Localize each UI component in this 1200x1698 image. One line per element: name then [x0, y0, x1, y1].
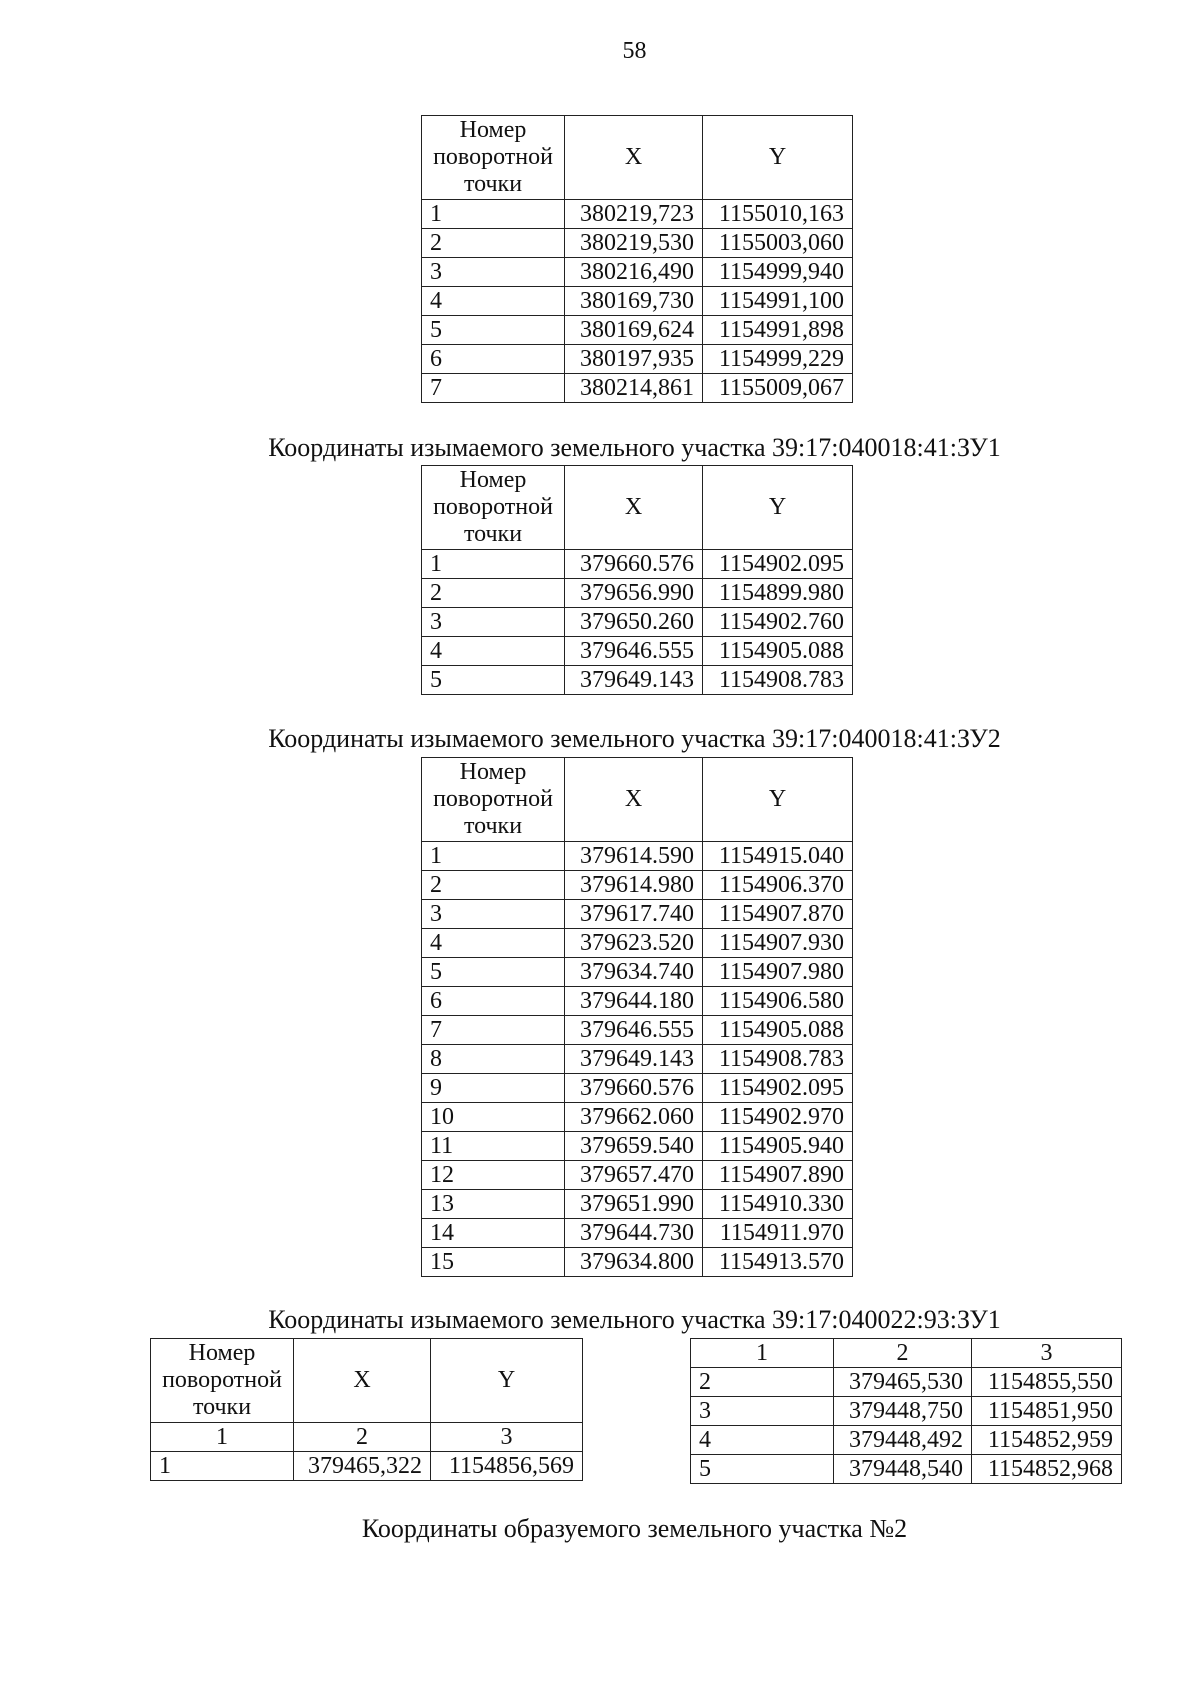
- y-coordinate-cell: 1154907.930: [703, 929, 853, 958]
- y-coordinate-cell: 1154855,550: [972, 1368, 1122, 1397]
- x-coordinate-cell: 379660.576: [565, 550, 703, 579]
- table-row: [422, 345, 853, 374]
- y-coordinate-cell: 1154905.088: [703, 1016, 853, 1045]
- y-column-header: Y: [703, 758, 853, 842]
- y-coordinate-cell: 1154913.570: [703, 1248, 853, 1277]
- x-coordinate-cell: 379614.590: [565, 842, 703, 871]
- table-row: [422, 1190, 853, 1219]
- column-index-cell: 2: [294, 1423, 431, 1452]
- y-coordinate-cell: 1154902.970: [703, 1103, 853, 1132]
- page-number: 58: [622, 38, 647, 64]
- y-coordinate-cell: 1154911.970: [703, 1219, 853, 1248]
- table-row: [422, 1074, 853, 1103]
- y-coordinate-cell: 1154856,569: [431, 1452, 583, 1481]
- table-row: [422, 579, 853, 608]
- point-number-header-line: точки: [463, 813, 523, 839]
- y-coordinate-cell: 1154910.330: [703, 1190, 853, 1219]
- column-index-cell: 2: [834, 1339, 972, 1368]
- column-index-row: [151, 1423, 583, 1452]
- y-coordinate-cell: 1154905.088: [703, 637, 853, 666]
- x-coordinate-cell: 379617.740: [565, 900, 703, 929]
- x-coordinate-cell: 379465,322: [294, 1452, 431, 1481]
- point-number-cell: 1: [151, 1452, 294, 1481]
- point-number-cell: 4: [422, 637, 565, 666]
- y-coordinate-cell: 1154991,100: [703, 287, 853, 316]
- table-row: [422, 1132, 853, 1161]
- point-number-cell: 6: [422, 345, 565, 374]
- point-number-cell: 9: [422, 1074, 565, 1103]
- x-coordinate-cell: 379614.980: [565, 871, 703, 900]
- x-coordinate-cell: 379649.143: [565, 666, 703, 695]
- coordinates-table-3: [421, 757, 853, 1277]
- point-number-cell: 5: [422, 316, 565, 345]
- table-row: [422, 1219, 853, 1248]
- x-coordinate-cell: 380219,530: [565, 229, 703, 258]
- table-row: [422, 550, 853, 579]
- column-index-cell: 3: [431, 1423, 583, 1452]
- x-coordinate-cell: 380214,861: [565, 374, 703, 403]
- table-row: [422, 316, 853, 345]
- table-row: [691, 1426, 1122, 1455]
- table-row: [691, 1397, 1122, 1426]
- x-coordinate-cell: 379650.260: [565, 608, 703, 637]
- table-4-right-body: [691, 1339, 1122, 1484]
- point-number-header: [422, 758, 565, 842]
- y-coordinate-cell: 1154915.040: [703, 842, 853, 871]
- column-index-row: [691, 1339, 1122, 1368]
- x-coordinate-cell: 379465,530: [834, 1368, 972, 1397]
- coordinates-table-4-right: [690, 1338, 1122, 1484]
- x-coordinate-cell: 379448,492: [834, 1426, 972, 1455]
- point-number-cell: 14: [422, 1219, 565, 1248]
- table-row: [422, 1248, 853, 1277]
- point-number-cell: 8: [422, 1045, 565, 1074]
- table-4-heading: Координаты изымаемого земельного участка 39:17:040022:93:ЗУ1: [268, 1305, 1001, 1334]
- table-row: [422, 987, 853, 1016]
- point-number-header-line: поворотной: [433, 144, 553, 170]
- x-coordinate-cell: 379448,750: [834, 1397, 972, 1426]
- table-row: [691, 1455, 1122, 1484]
- y-coordinate-cell: 1154991,898: [703, 316, 853, 345]
- point-number-cell: 12: [422, 1161, 565, 1190]
- point-number-cell: 1: [422, 200, 565, 229]
- x-coordinate-cell: 379657.470: [565, 1161, 703, 1190]
- point-number-cell: 15: [422, 1248, 565, 1277]
- x-coordinate-cell: 379634.740: [565, 958, 703, 987]
- footer-heading: Координаты образуемого земельного участка №2: [361, 1514, 908, 1543]
- header-row: [422, 758, 853, 842]
- y-coordinate-cell: 1154908.783: [703, 1045, 853, 1074]
- point-number-cell: 5: [422, 666, 565, 695]
- point-number-cell: 2: [422, 871, 565, 900]
- x-coordinate-cell: 380169,624: [565, 316, 703, 345]
- point-number-cell: 2: [691, 1368, 834, 1397]
- y-coordinate-cell: 1154851,950: [972, 1397, 1122, 1426]
- table-row: [422, 666, 853, 695]
- point-number-cell: 3: [422, 900, 565, 929]
- y-coordinate-cell: 1155010,163: [703, 200, 853, 229]
- y-coordinate-cell: 1154907.980: [703, 958, 853, 987]
- y-coordinate-cell: 1154908.783: [703, 666, 853, 695]
- y-coordinate-cell: 1154905.940: [703, 1132, 853, 1161]
- table-row: [422, 958, 853, 987]
- x-column-header: X: [565, 758, 703, 842]
- y-coordinate-cell: 1154902.095: [703, 1074, 853, 1103]
- x-coordinate-cell: 379646.555: [565, 1016, 703, 1045]
- table-row: [422, 287, 853, 316]
- coordinates-table-1: [421, 115, 853, 403]
- point-number-header: [422, 466, 565, 550]
- coordinates-table-4-left: [150, 1338, 583, 1481]
- y-coordinate-cell: 1154902.760: [703, 608, 853, 637]
- column-index-cell: 1: [151, 1423, 294, 1452]
- x-coordinate-cell: 379646.555: [565, 637, 703, 666]
- table-row: [422, 637, 853, 666]
- point-number-header-line: поворотной: [433, 494, 553, 520]
- table-3-heading: Координаты изымаемого земельного участка 39:17:040018:41:ЗУ2: [268, 724, 1001, 753]
- x-column-header: X: [294, 1339, 431, 1423]
- y-coordinate-cell: 1154906.370: [703, 871, 853, 900]
- point-number-cell: 4: [422, 287, 565, 316]
- y-coordinate-cell: 1154902.095: [703, 550, 853, 579]
- point-number-cell: 7: [422, 1016, 565, 1045]
- x-coordinate-cell: 379659.540: [565, 1132, 703, 1161]
- point-number-cell: 7: [422, 374, 565, 403]
- point-number-cell: 2: [422, 229, 565, 258]
- table-row: [422, 900, 853, 929]
- point-number-cell: 4: [422, 929, 565, 958]
- header-row: [151, 1339, 583, 1423]
- point-number-header: [422, 116, 565, 200]
- point-number-cell: 5: [422, 958, 565, 987]
- y-coordinate-cell: 1154907.870: [703, 900, 853, 929]
- column-index-cell: 1: [691, 1339, 834, 1368]
- point-number-cell: 1: [422, 842, 565, 871]
- x-coordinate-cell: 379644.180: [565, 987, 703, 1016]
- point-number-cell: 11: [422, 1132, 565, 1161]
- x-coordinate-cell: 380169,730: [565, 287, 703, 316]
- y-coordinate-cell: 1155003,060: [703, 229, 853, 258]
- y-coordinate-cell: 1154907.890: [703, 1161, 853, 1190]
- point-number-cell: 13: [422, 1190, 565, 1219]
- table-row: [422, 229, 853, 258]
- x-coordinate-cell: 379649.143: [565, 1045, 703, 1074]
- table-row: [422, 871, 853, 900]
- x-coordinate-cell: 379662.060: [565, 1103, 703, 1132]
- point-number-cell: 3: [691, 1397, 834, 1426]
- point-number-cell: 6: [422, 987, 565, 1016]
- table-2-heading: Координаты изымаемого земельного участка 39:17:040018:41:ЗУ1: [268, 433, 1001, 462]
- point-number-cell: 1: [422, 550, 565, 579]
- y-coordinate-cell: 1154899.980: [703, 579, 853, 608]
- table-4-left-body: [151, 1339, 583, 1481]
- point-number-header-line: Номер: [188, 1340, 256, 1366]
- point-number-header-line: Номер: [459, 467, 527, 493]
- column-index-cell: 3: [972, 1339, 1122, 1368]
- x-coordinate-cell: 379656.990: [565, 579, 703, 608]
- y-coordinate-cell: 1154999,940: [703, 258, 853, 287]
- x-coordinate-cell: 379660.576: [565, 1074, 703, 1103]
- point-number-cell: 2: [422, 579, 565, 608]
- point-number-header-line: точки: [192, 1394, 252, 1420]
- table-row: [422, 608, 853, 637]
- header-row: [422, 116, 853, 200]
- table-row: [422, 1103, 853, 1132]
- point-number-header-line: поворотной: [162, 1367, 282, 1393]
- table-row: [422, 1161, 853, 1190]
- table-2-body: [422, 466, 853, 695]
- y-coordinate-cell: 1154906.580: [703, 987, 853, 1016]
- header-row: [422, 466, 853, 550]
- table-row: [422, 200, 853, 229]
- x-coordinate-cell: 379623.520: [565, 929, 703, 958]
- table-row: [691, 1368, 1122, 1397]
- point-number-cell: 3: [422, 258, 565, 287]
- table-row: [422, 929, 853, 958]
- point-number-header-line: точки: [463, 171, 523, 197]
- point-number-header-line: Номер: [459, 117, 527, 143]
- x-coordinate-cell: 379651.990: [565, 1190, 703, 1219]
- table-row: [151, 1452, 583, 1481]
- y-coordinate-cell: 1154999,229: [703, 345, 853, 374]
- x-coordinate-cell: 379634.800: [565, 1248, 703, 1277]
- point-number-cell: 10: [422, 1103, 565, 1132]
- y-coordinate-cell: 1155009,067: [703, 374, 853, 403]
- table-3-body: [422, 758, 853, 1277]
- table-row: [422, 1045, 853, 1074]
- x-coordinate-cell: 380216,490: [565, 258, 703, 287]
- y-coordinate-cell: 1154852,968: [972, 1455, 1122, 1484]
- point-number-cell: 3: [422, 608, 565, 637]
- point-number-cell: 4: [691, 1426, 834, 1455]
- y-column-header: Y: [431, 1339, 583, 1423]
- table-row: [422, 842, 853, 871]
- x-column-header: X: [565, 116, 703, 200]
- point-number-header-line: Номер: [459, 759, 527, 785]
- table-row: [422, 1016, 853, 1045]
- y-column-header: Y: [703, 466, 853, 550]
- x-coordinate-cell: 379448,540: [834, 1455, 972, 1484]
- x-column-header: X: [565, 466, 703, 550]
- table-row: [422, 374, 853, 403]
- y-column-header: Y: [703, 116, 853, 200]
- y-coordinate-cell: 1154852,959: [972, 1426, 1122, 1455]
- point-number-header-line: поворотной: [433, 786, 553, 812]
- table-1-body: [422, 116, 853, 403]
- point-number-header: [151, 1339, 294, 1423]
- x-coordinate-cell: 380219,723: [565, 200, 703, 229]
- x-coordinate-cell: 380197,935: [565, 345, 703, 374]
- point-number-header-line: точки: [463, 521, 523, 547]
- coordinates-table-2: [421, 465, 853, 695]
- point-number-cell: 5: [691, 1455, 834, 1484]
- table-row: [422, 258, 853, 287]
- x-coordinate-cell: 379644.730: [565, 1219, 703, 1248]
